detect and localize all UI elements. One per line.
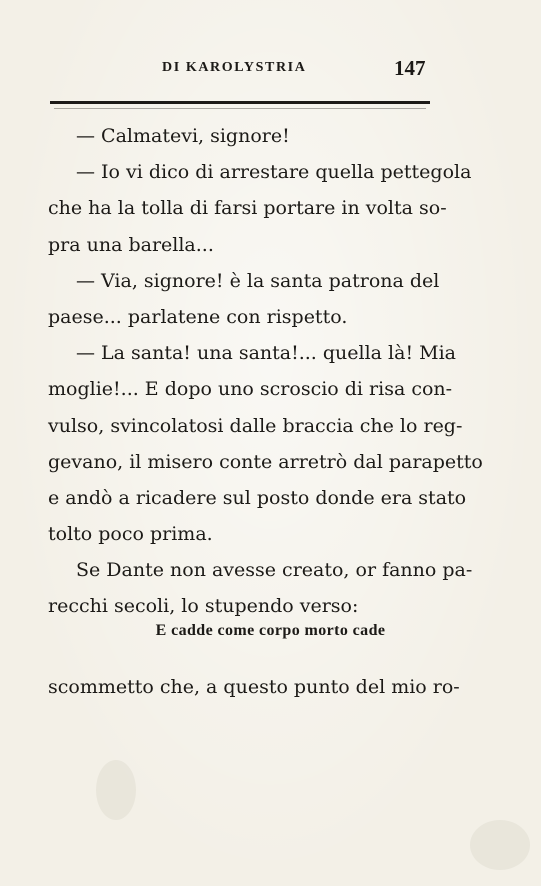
text-line: — Calmatevi, signore!	[76, 125, 290, 147]
text-line: — Via, signore! è la santa patrona del	[76, 269, 440, 292]
text-line: scommetto che, a questo punto del mio ro-	[48, 676, 460, 698]
text-line: che ha la tolla di farsi portare in volta so-	[48, 197, 447, 220]
paper-stain	[96, 760, 136, 820]
page-header	[0, 58, 541, 82]
header-rule	[50, 101, 430, 104]
text-line: moglie!... E dopo uno scroscio di risa con-	[48, 378, 453, 401]
text-line: gevano, il misero conte arretrò dal parapetto	[48, 450, 483, 473]
header-rule-shadow	[54, 108, 426, 109]
text-line: paese... parlatene con rispetto.	[48, 305, 348, 328]
text-line: vulso, svincolatosi dalle braccia che lo reg-	[48, 414, 463, 437]
text-line: Se Dante non avesse creato, or fanno pa-	[76, 559, 473, 582]
text-line: recchi secoli, lo stupendo verso:	[48, 595, 359, 618]
page-number: 147	[394, 56, 426, 80]
text-line: pra una barella...	[48, 233, 214, 256]
text-line: — La santa! una santa!... quella là! Mia	[76, 342, 456, 365]
text-line: tolto poco prima.	[48, 523, 213, 546]
body-text	[48, 118, 483, 625]
text-line: — Io vi dico di arrestare quella pettegola	[76, 161, 472, 184]
paper-stain	[470, 820, 530, 870]
running-head: DI KAROLYSTRIA	[162, 60, 307, 75]
text-line: e andò a ricadere sul posto donde era stato	[48, 486, 467, 509]
quoted-verse: E cadde come corpo morto cade	[155, 622, 386, 639]
